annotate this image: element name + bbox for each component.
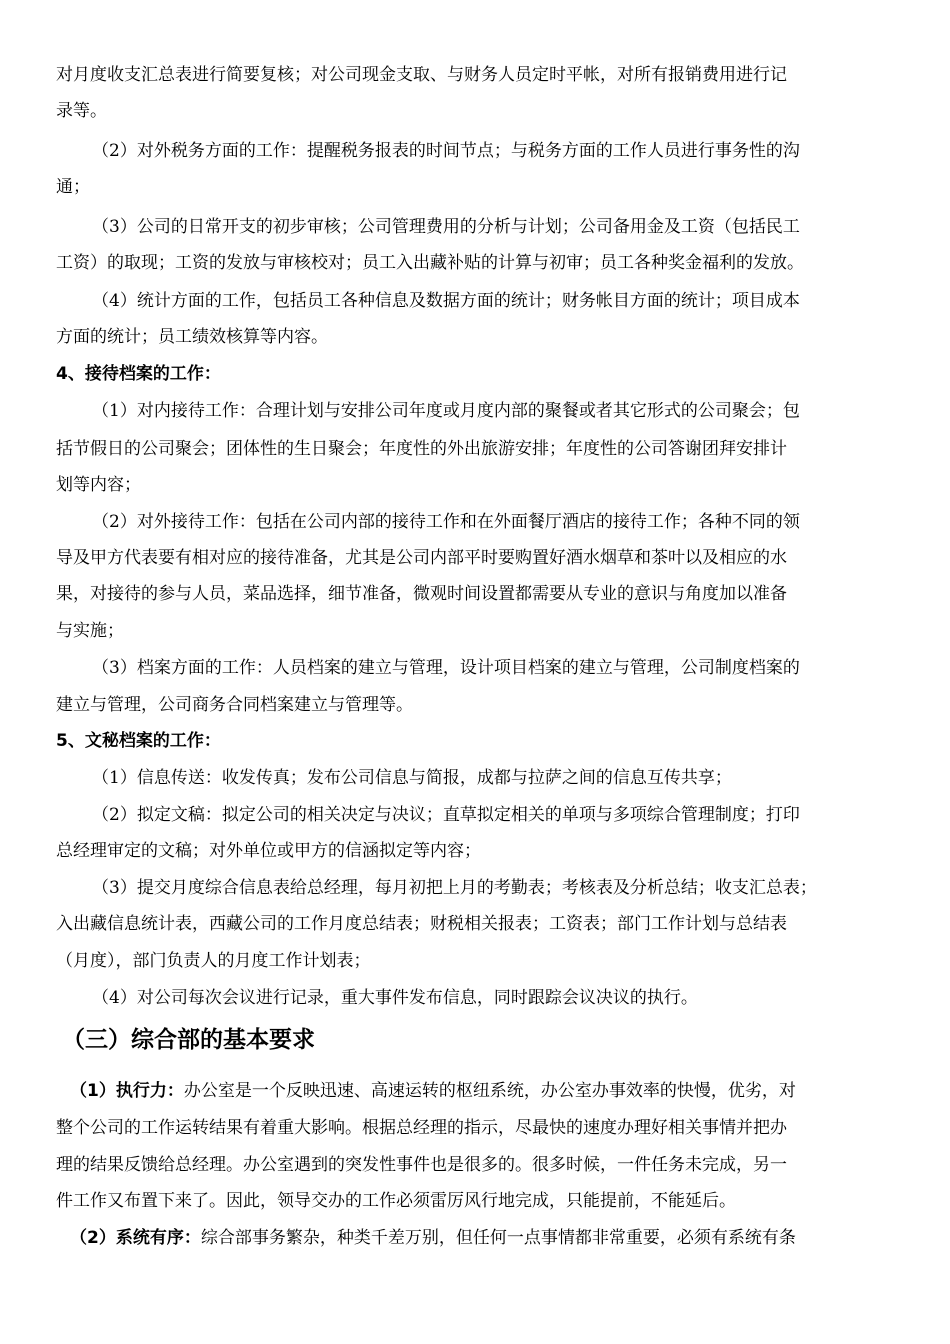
requirement-text: 办公室是一个反映迅速、高速运转的枢纽系统，办公室办事效率的快慢，优劣，对 <box>183 1081 796 1101</box>
paragraph-line: （2）对外接待工作：包括在公司内部的接待工作和在外面餐厅酒店的接待工作；各种不同的领 <box>92 512 800 532</box>
paragraph-line: 总经理审定的文稿；对外单位或甲方的信涵拟定等内容； <box>56 841 481 861</box>
paragraph-line: （3）档案方面的工作：人员档案的建立与管理，设计项目档案的建立与管理，公司制度档案的 <box>92 658 800 678</box>
paragraph-line: 理的结果反馈给总经理。办公室遇到的突发性事件也是很多的。很多时候，一件任务未完成，另一 <box>56 1155 787 1175</box>
paragraph-line: （1）对内接待工作：合理计划与安排公司年度或月度内部的聚餐或者其它形式的公司聚会；包 <box>92 401 800 421</box>
paragraph-line: （3）公司的日常开支的初步审核；公司管理费用的分析与计划；公司备用金及工资（包括民工 <box>92 217 800 237</box>
paragraph-line: 对月度收支汇总表进行简要复核；对公司现金支取、与财务人员定时平帐，对所有报销费用进行记 <box>56 65 787 85</box>
paragraph-line: （4）统计方面的工作，包括员工各种信息及数据方面的统计；财务帐目方面的统计；项目成本 <box>92 291 800 311</box>
requirement-order-line <box>70 1227 796 1249</box>
requirement-text: 综合部事务繁杂，种类千差万别，但任何一点事情都非常重要，必须有系统有条 <box>200 1228 796 1248</box>
paragraph-line: 工资）的取现；工资的发放与审核校对；员工入出藏补贴的计算与初审；员工各种奖金福利的发放。 <box>56 253 804 273</box>
paragraph-line: 方面的统计；员工绩效核算等内容。 <box>56 327 328 347</box>
requirement-execution-line <box>70 1080 796 1102</box>
subheading-secretarial-archives: 5、文秘档案的工作： <box>56 731 221 751</box>
paragraph-line: 入出藏信息统计表，西藏公司的工作月度总结表；财税相关报表；工资表；部门工作计划与总结表 <box>56 914 787 934</box>
paragraph-line: （2）对外税务方面的工作：提醒税务报表的时间节点；与税务方面的工作人员进行事务性的沟 <box>92 141 800 161</box>
paragraph-line: 通； <box>56 177 90 197</box>
requirement-lead: （1）执行力： <box>70 1081 184 1101</box>
paragraph-line: 建立与管理，公司商务合同档案建立与管理等。 <box>56 695 413 715</box>
paragraph-line: 导及甲方代表要有相对应的接待准备，尤其是公司内部平时要购置好酒水烟草和茶叶以及相应的水 <box>56 548 787 568</box>
paragraph-line: 与实施； <box>56 621 124 641</box>
section-title: （三）综合部的基本要求 <box>62 1027 315 1053</box>
paragraph-line: （4）对公司每次会议进行记录，重大事件发布信息，同时跟踪会议决议的执行。 <box>92 988 698 1008</box>
paragraph-line: 整个公司的工作运转结果有着重大影响。根据总经理的指示，尽最快的速度办理好相关事情并把办 <box>56 1118 787 1138</box>
requirement-lead: （2）系统有序： <box>70 1228 201 1248</box>
paragraph-line: 果，对接待的参与人员，菜品选择，细节准备，微观时间设置都需要从专业的意识与角度加以准备 <box>56 584 787 604</box>
paragraph-line: 件工作又布置下来了。因此，领导交办的工作必须雷厉风行地完成，只能提前，不能延后。 <box>56 1191 736 1211</box>
paragraph-line: （1）信息传送：收发传真；发布公司信息与简报，成都与拉萨之间的信息互传共享； <box>92 768 732 788</box>
paragraph-line: （月度），部门负责人的月度工作计划表； <box>56 951 371 971</box>
paragraph-line: （3）提交月度综合信息表给总经理，每月初把上月的考勤表；考核表及分析总结；收支汇总表； <box>92 878 817 898</box>
paragraph-line: 录等。 <box>56 101 107 121</box>
paragraph-line: 括节假日的公司聚会；团体性的生日聚会；年度性的外出旅游安排；年度性的公司答谢团拜安排计 <box>56 439 787 459</box>
paragraph-line: 划等内容； <box>56 475 141 495</box>
subheading-reception-archives: 4、接待档案的工作： <box>56 364 221 384</box>
paragraph-line: （2）拟定文稿：拟定公司的相关决定与决议；直草拟定相关的单项与多项综合管理制度；打印 <box>92 805 800 825</box>
